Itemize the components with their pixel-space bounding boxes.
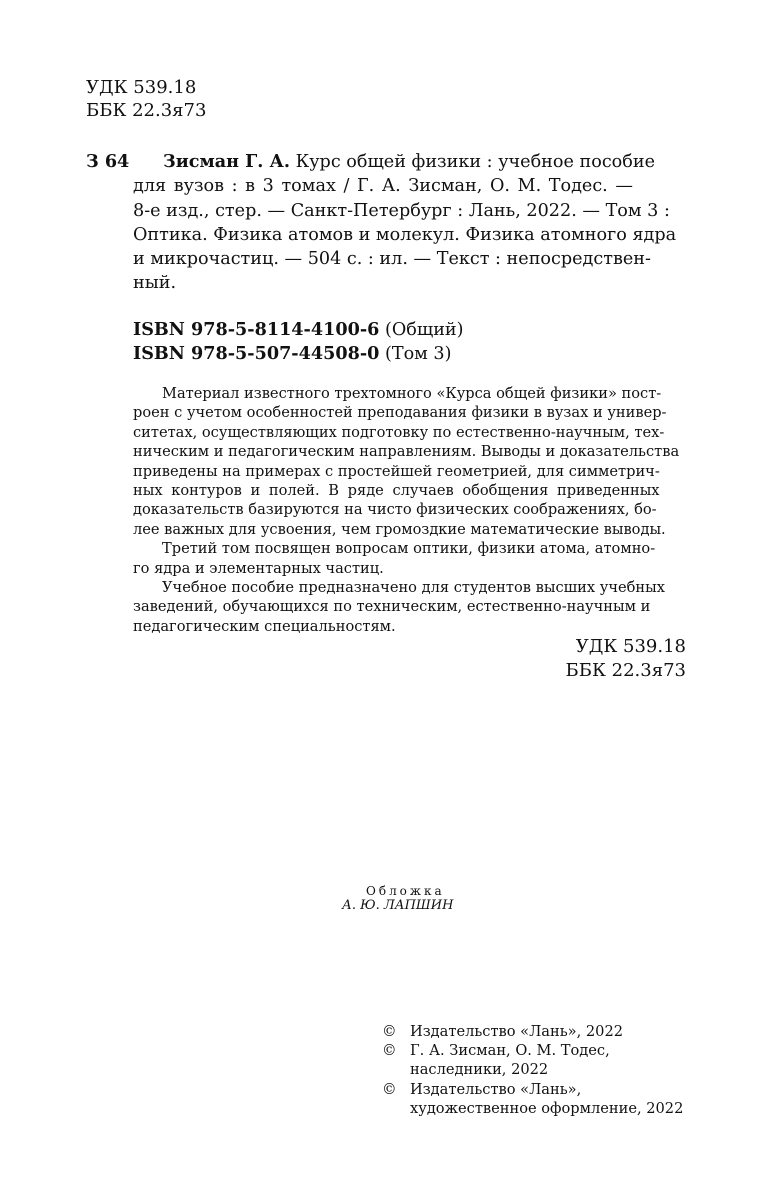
- abstract-line: го ядра и элементарных частиц.: [133, 559, 384, 577]
- bbk-header: ББК 22.3я73: [86, 100, 207, 121]
- udk-footer: УДК 539.18: [575, 636, 686, 657]
- abstract-line: приведены на примерах с простейшей геометрией, для симметрич-: [133, 462, 660, 480]
- abstract-line: Учебное пособие предназначено для студентов высших учебных: [162, 578, 666, 596]
- abstract-line: Третий том посвящен вопросам оптики, физики атома, атомно-: [162, 540, 656, 558]
- copyright-block: [382, 1022, 702, 1118]
- copyright-icon: ©: [382, 1023, 397, 1040]
- abstract-line: доказательств базируются на чисто физических соображениях, бо-: [133, 501, 657, 519]
- copyright-text: Издательство «Лань»,: [410, 1080, 582, 1098]
- abstract-line: роен с учетом особенностей преподавания физики в вузах и универ-: [133, 404, 667, 422]
- author-code: З 64: [86, 151, 130, 172]
- isbn-note: (Общий): [384, 320, 464, 340]
- record-line-5: и микрочастиц. — 504 с. : ил. — Текст : непосредствен-: [133, 249, 651, 270]
- record-line-6: ный.: [133, 273, 177, 294]
- bibliographic-record: [133, 150, 676, 296]
- record-line-2: для вузов : в 3 томах / Г. А. Зисман, О. М. Тодес. —: [133, 176, 633, 197]
- abstract-line: лее важных для усвоения, чем громоздкие математические выводы.: [133, 520, 666, 538]
- cover-designer: А. Ю. ЛАПШИН: [342, 898, 454, 913]
- copyright-text: художественное оформление, 2022: [410, 1099, 684, 1117]
- record-line-3: 8-е изд., стер. — Санкт-Петербург : Лань, 2022. — Том 3 :: [133, 200, 670, 221]
- copyright-entry: [382, 1041, 702, 1060]
- abstract-line: ническим и педагогическим направлениям. Выводы и доказательства: [133, 443, 680, 461]
- copyright-continuation: [382, 1099, 702, 1118]
- abstract-line: ситетах, осуществляющих подготовку по естественно-научным, тех-: [133, 423, 665, 441]
- copyright-entry: [382, 1080, 702, 1099]
- isbn-line: [133, 318, 464, 342]
- copyright-continuation: [382, 1060, 702, 1079]
- record-line-1: [133, 150, 676, 174]
- isbn-note: (Том 3): [384, 344, 452, 364]
- copyright-icon: ©: [382, 1042, 397, 1060]
- record-author: Зисман Г. А.: [163, 151, 290, 172]
- abstract: [133, 384, 686, 636]
- cover-label: Обложка: [366, 884, 445, 898]
- copyright-entry: [382, 1022, 702, 1041]
- copyright-text: Г. А. Зисман, О. М. Тодес,: [410, 1042, 610, 1060]
- abstract-line: ных контуров и полей. В ряде случаев обобщения приведенных: [133, 481, 660, 499]
- isbn-block: [133, 318, 464, 366]
- record-title: Курс общей физики : учебное пособие: [295, 152, 656, 172]
- bbk-footer: ББК 22.3я73: [565, 660, 686, 681]
- copyright-icon: ©: [382, 1080, 397, 1098]
- abstract-line: педагогическим специальностям.: [133, 617, 396, 635]
- isbn-line: [133, 342, 464, 366]
- isbn-number: ISBN 978-5-507-44508-0: [133, 343, 380, 364]
- record-line-4: Оптика. Физика атомов и молекул. Физика атомного ядра: [133, 224, 677, 245]
- copyright-text: наследники, 2022: [410, 1061, 549, 1079]
- abstract-line: заведений, обучающихся по техническим, естественно-научным и: [133, 598, 651, 616]
- isbn-number: ISBN 978-5-8114-4100-6: [133, 319, 380, 340]
- copyright-text: Издательство «Лань», 2022: [410, 1023, 624, 1040]
- abstract-line: Материал известного трехтомного «Курса общей физики» пост-: [162, 385, 662, 402]
- udk-header: УДК 539.18: [86, 77, 197, 98]
